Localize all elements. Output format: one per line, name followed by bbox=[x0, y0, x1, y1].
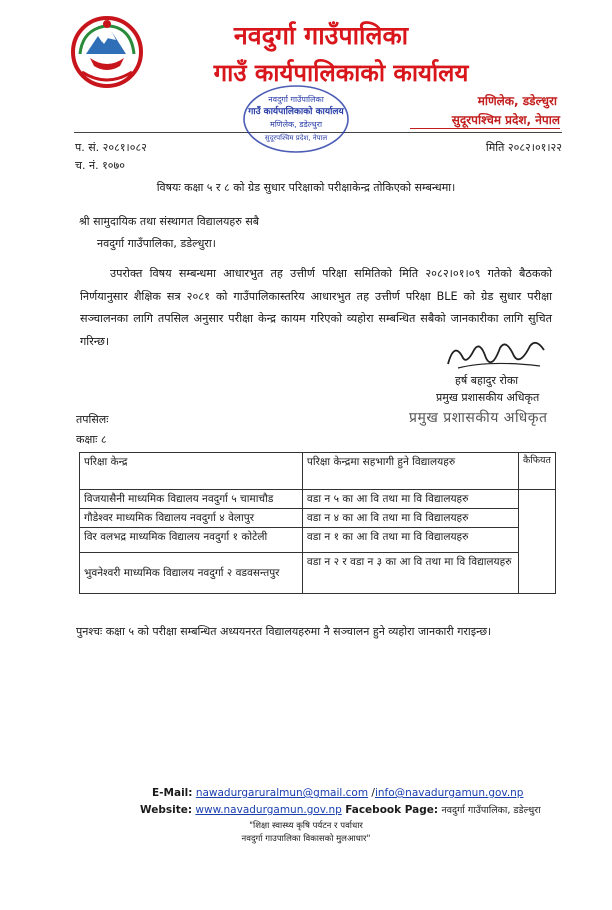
table-row bbox=[80, 509, 556, 528]
letter-body-text: उपरोक्त विषय सम्बन्धमा आधारभुत तह उत्तीर्ण परिक्षा समितिको मिति २०८२।०१।०९ गतेको बैठकको निर्णयानुसार शैक्षिक सत्र २०८१ को गाउँपालिकास्तरिय आधारभुत तह उत्तीर्ण परिक्षा BLE को ग्रेड सुधार परीक्षा सञ्चालनका लागि तपसिल अनुसार परीक्षा केन्द्र कायम गरिएको व्यहोरा सम्बन्धित सबैको जानकारीका लागि सुचित गरिन्छ। bbox=[80, 267, 552, 348]
table-cell: विर वलभद्र माध्यमिक विद्यालय नवदुर्गा १ कोटेली bbox=[80, 528, 303, 553]
slogan-line-1: "शिक्षा स्वास्थ्य कृषि पर्यटन र पर्वाधार bbox=[249, 821, 363, 831]
table-row bbox=[80, 490, 556, 509]
table-cell: गौडेश्वर माध्यमिक विद्यालय नवदुर्गा ४ वेलापुर bbox=[80, 509, 303, 528]
table-cell: वडा न ५ का आ वि तथा मा वि विद्यालयहरु bbox=[302, 490, 518, 509]
letter-ref-number: प. सं. २०८१।०८२ bbox=[75, 141, 147, 154]
svg-text:गाउँ कार्यपालिकाको कार्यालय: गाउँ कार्यपालिकाको कार्यालय bbox=[248, 107, 344, 117]
column-header: परिक्षा केन्द्र bbox=[80, 453, 303, 490]
tapasil-label: तपसिलः bbox=[76, 413, 109, 426]
facebook-page[interactable]: नवदुर्गा गाउँपालिका, डडेल्धुरा bbox=[441, 805, 541, 816]
column-header: परिक्षा केन्द्रमा सहभागी हुने विद्यालयहरु bbox=[302, 453, 518, 490]
address-line-2: सुदूरपश्चिम प्रदेश, नेपाल bbox=[451, 113, 560, 127]
footer-web-row bbox=[140, 803, 541, 816]
dispatch-number: च. नं. १०७० bbox=[75, 159, 125, 172]
table-cell: वडा न २ र वडा न ३ का आ वि तथा मा वि विद्यालयहरु bbox=[302, 553, 518, 594]
column-header: कैफियत bbox=[518, 453, 555, 490]
slogan-line-2: नवदुर्गा गाउपालिका विकासको मुलआधार" bbox=[241, 834, 371, 844]
recipient-line-2: नवदुर्गा गाउँपालिका, डडेल्धुरा। bbox=[97, 237, 216, 250]
handwritten-signature bbox=[440, 336, 550, 376]
table-cell: वडा न ४ का आ वि तथा मा वि विद्यालयहरु bbox=[302, 509, 518, 528]
exam-center-table bbox=[79, 452, 556, 594]
facebook-label: Facebook Page: bbox=[345, 804, 439, 816]
class-label: कक्षाः ८ bbox=[76, 433, 107, 446]
postscript-note: पुनश्चः कक्षा ५ को परीक्षा सम्बन्धित अध्ययनरत विद्यालयहरुमा नै सञ्चालन हुने व्यहोरा जानकारी गराइन्छ। bbox=[76, 625, 492, 638]
table-row bbox=[80, 528, 556, 553]
email-separator: / bbox=[368, 787, 375, 799]
office-title: नवदुर्गा गाउँपालिका bbox=[233, 21, 409, 50]
table-header-row bbox=[80, 453, 556, 490]
svg-text:मणिलेक, डडेल्धुरा: मणिलेक, डडेल्धुरा bbox=[269, 120, 323, 129]
svg-text:सुदूरपश्चिम प्रदेश, नेपाल: सुदूरपश्चिम प्रदेश, नेपाल bbox=[264, 134, 328, 142]
website-link[interactable]: www.navadurgamun.gov.np bbox=[195, 804, 342, 816]
office-subtitle: गाउँ कार्यपालिकाको कार्यालय bbox=[213, 59, 469, 87]
letter-subject: विषयः कक्षा ५ र ८ को ग्रेड सुधार परिक्षाको परीक्षाकेन्द्र तोकिएको सम्बन्धमा। bbox=[156, 181, 456, 194]
email-link-1[interactable]: nawadurgaruralmun@gmail.com bbox=[195, 787, 369, 799]
address-underline bbox=[410, 128, 560, 129]
letter-date: मिति २०८२।०१।२२ bbox=[485, 141, 562, 154]
office-stamp bbox=[240, 82, 352, 156]
footer-email-row bbox=[152, 787, 523, 799]
signatory-designation: प्रमुख प्रशासकीय अधिकृत bbox=[436, 391, 540, 404]
website-label: Website: bbox=[140, 804, 193, 816]
recipient-line-1: श्री सामुदायिक तथा संस्थागत विद्यालयहरु सबै bbox=[79, 215, 260, 228]
designation-stamp: प्रमुख प्रशासकीय अधिकृत bbox=[409, 410, 548, 426]
table-cell bbox=[518, 490, 555, 594]
table-cell: वडा न १ का आ वि तथा मा वि विद्यालयहरु bbox=[302, 528, 518, 553]
signatory-name: हर्ष बहादुर रोका bbox=[455, 374, 519, 387]
email-label: E-Mail: bbox=[152, 787, 193, 799]
address-line-1: मणिलेक, डडेल्धुरा bbox=[477, 94, 557, 108]
table-cell: विजयासैनी माध्यमिक विद्यालय नवदुर्गा ५ चामाचौड bbox=[80, 490, 303, 509]
table-row bbox=[80, 553, 556, 594]
table-cell: भुवनेश्वरी माध्यमिक विद्यालय नवदुर्गा २ वडवसन्तपुर bbox=[80, 553, 303, 594]
email-link-2[interactable]: info@navadurgamun.gov.np bbox=[374, 787, 524, 799]
svg-text:नवदुर्गा गाउँपालिका: नवदुर्गा गाउँपालिका bbox=[268, 95, 324, 104]
